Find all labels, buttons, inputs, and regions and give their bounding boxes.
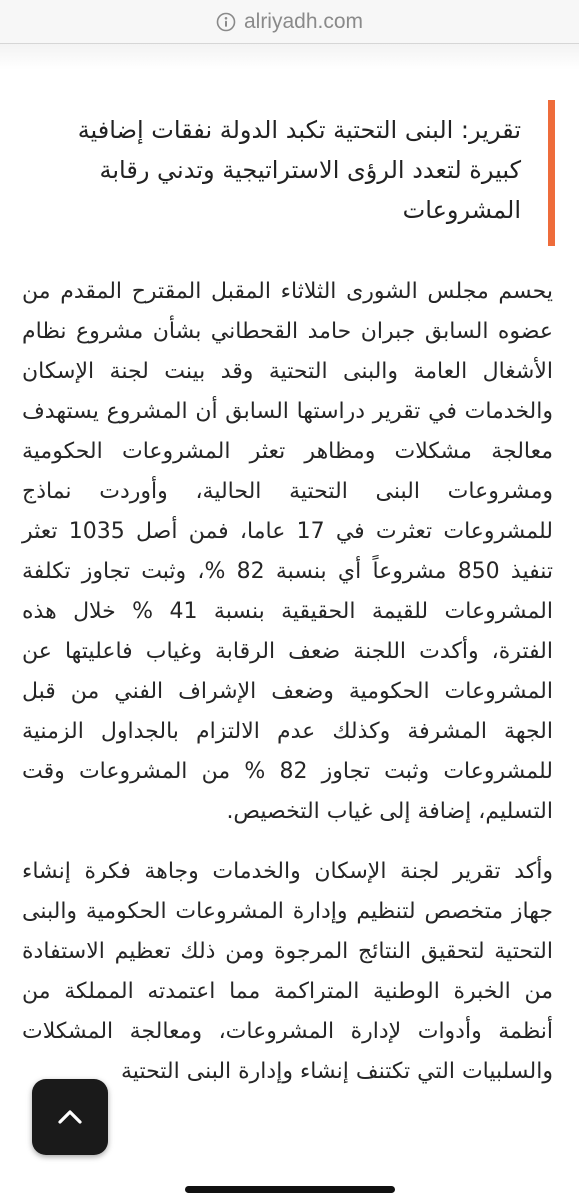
article-paragraph: يحسم مجلس الشورى الثلاثاء المقبل المقترح المقدم من عضوه السابق جبران حامد القحطاني بشأن مشروع نظام الأشغال العامة والبنى التحتية وقد بينت لجنة الإسكان والخدمات في تقرير دراستها السابق أن المشروع يستهدف معالجة مشكلات ومظاهر تعثر المشروعات الحكومية ومشروعات البنى التحتية الحالية، وأوردت نماذج للمشروعات تعثرت في 17 عاما، فمن أصل 1035 تعثر تنفيذ 850 مشروعاً أي بنسبة 82 %، وثبت تجاوز تكلفة المشروعات للقيمة الحقيقية بنسبة 41 % خلال هذه الفترة، وأكدت اللجنة ضعف الرقابة وغياب فاعليتها عن المشروعات الحكومية وضعف الإشراف الفني من قبل الجهة المشرفة وكذلك عدم الالتزام بالجداول الزمنية للمشروعات وثبت تجاوز 82 % من المشروعات وقت التسليم، إضافة إلى غياب التخصيص. (22, 279, 554, 824)
url-text: alriyadh.com (243, 9, 364, 33)
address-bar[interactable] (0, 0, 579, 44)
lock-icon (216, 12, 236, 32)
article-title: تقرير: البنى التحتية تكبد الدولة نفقات إضافية كبيرة لتعدد الرؤى الاستراتيجية وتدني رقابة المشروعات (77, 116, 521, 224)
page-top-shadow (0, 44, 579, 70)
home-indicator[interactable] (185, 1186, 395, 1193)
article-title-block (45, 100, 555, 246)
title-accent-bar (548, 100, 555, 246)
scroll-to-top-button[interactable] (32, 1079, 108, 1155)
address-bar-content (216, 10, 363, 34)
chevron-up-icon (57, 1109, 83, 1125)
article-body (22, 272, 553, 1112)
article-paragraph: وأكد تقرير لجنة الإسكان والخدمات وجاهة فكرة إنشاء جهاز متخصص لتنظيم وإدارة المشروعات الحكومية والبنى التحتية لتحقيق النتائج المرجوة ومن ذلك تعظيم الاستفادة من الخبرة الوطنية المتراكمة مما اعتمدته المملكة من أنظمة وأدوات لإدارة المشروعات، ومعالجة المشكلات والسلبيات التي تكتنف إنشاء وإدارة البنى التحتية (22, 859, 553, 1084)
